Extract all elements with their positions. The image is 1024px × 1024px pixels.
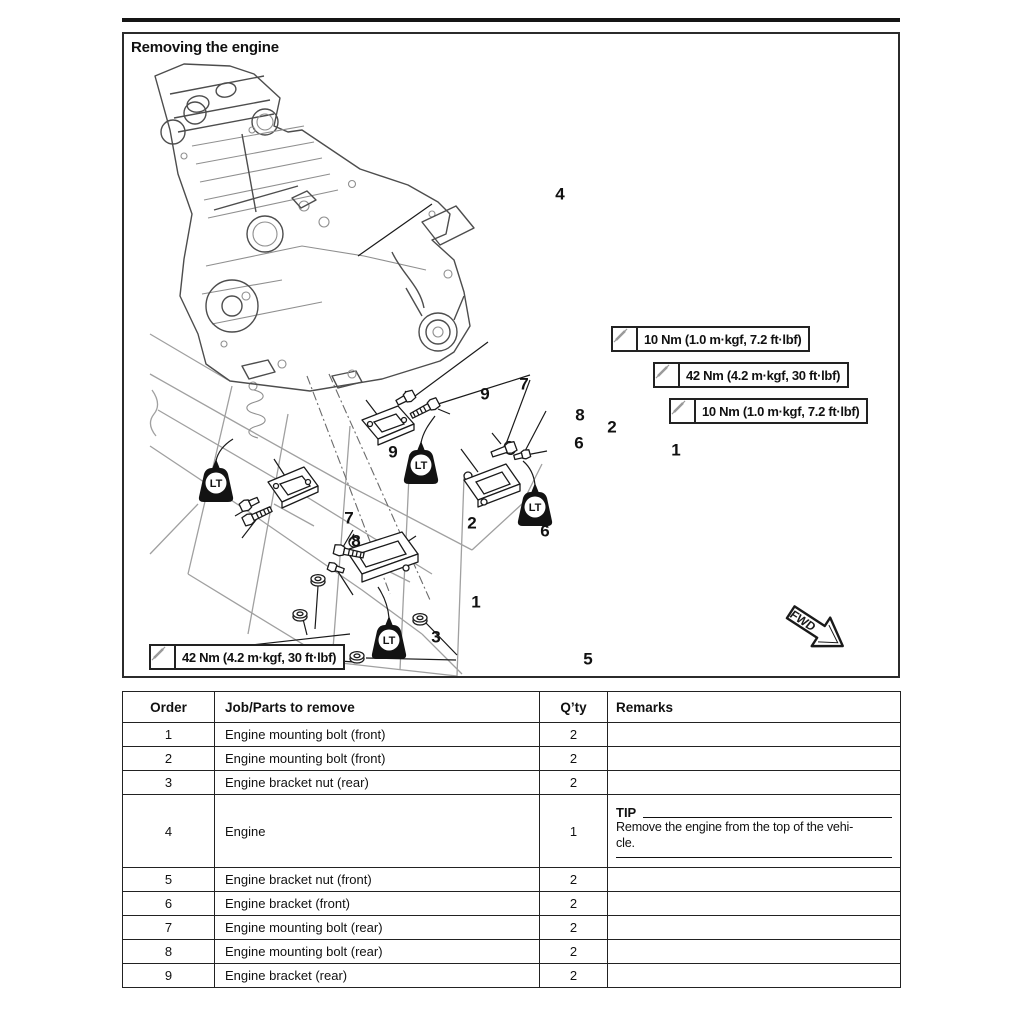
lt-symbol-left (199, 459, 233, 502)
lt-label: LT (209, 478, 223, 490)
table-row (123, 916, 901, 940)
callout-3: 3 (431, 627, 441, 647)
callout-7-top: 7 (519, 374, 529, 394)
cell-remarks (608, 723, 901, 747)
callout-5: 5 (583, 649, 593, 669)
figure-title: Removing the engine (131, 39, 279, 56)
table-row (123, 723, 901, 747)
cell-order: 7 (123, 916, 215, 940)
table-header-row (123, 692, 901, 723)
cell-qty: 2 (540, 747, 608, 771)
wrench-icon (151, 646, 176, 668)
cell-order: 8 (123, 940, 215, 964)
torque-label-3 (669, 398, 868, 424)
cell-job: Engine mounting bolt (front) (215, 723, 540, 747)
header-remarks: Remarks (608, 692, 901, 723)
callout-9-top: 9 (480, 384, 490, 404)
wrench-icon (613, 328, 638, 350)
bolt-2-front-right (490, 440, 518, 461)
bolt-8-rear-top (409, 397, 441, 421)
nut-rear-2 (293, 610, 307, 621)
torque-value: 10 Nm (1.0 m·kgf, 7.2 ft·lbf) (644, 331, 802, 347)
cell-job: Engine bracket nut (rear) (215, 771, 540, 795)
header-qty: Q’ty (540, 692, 608, 723)
bolt-7-rear-top (395, 389, 417, 408)
spring-coil (247, 382, 265, 438)
torque-label-1 (611, 326, 810, 352)
header-job: Job/Parts to remove (215, 692, 540, 723)
engine-diagram-svg (124, 34, 898, 676)
fwd-label: FWD (787, 607, 819, 634)
page-top-rule (122, 18, 900, 22)
tip-rule (643, 817, 892, 818)
bolt-1-front-mid (327, 562, 345, 576)
cell-qty: 2 (540, 771, 608, 795)
lt-symbol-bottom (372, 616, 406, 659)
table-row (123, 771, 901, 795)
wrench-icon (655, 364, 680, 386)
cell-order: 3 (123, 771, 215, 795)
lt-label: LT (414, 460, 428, 472)
cell-qty: 2 (540, 868, 608, 892)
table-row (123, 940, 901, 964)
cell-qty: 2 (540, 964, 608, 988)
callout-6-mid: 6 (540, 521, 550, 541)
callout-2-mid: 2 (467, 513, 477, 533)
cell-order: 9 (123, 964, 215, 988)
callout-8-top: 8 (575, 405, 585, 425)
cell-remarks (608, 964, 901, 988)
cell-remarks (608, 940, 901, 964)
fwd-arrow (781, 598, 852, 660)
tip-end-rule (616, 857, 892, 858)
cell-qty: 2 (540, 940, 608, 964)
cell-remarks (608, 771, 901, 795)
table-row (123, 747, 901, 771)
cell-remarks (608, 892, 901, 916)
callout-1-right: 1 (671, 440, 681, 460)
torque-label-4 (149, 644, 345, 670)
bracket-front-right (464, 464, 520, 507)
cell-remarks-tip (608, 795, 901, 868)
table-row (123, 892, 901, 916)
cell-order: 6 (123, 892, 215, 916)
table-row (123, 964, 901, 988)
cell-job: Engine mounting bolt (rear) (215, 916, 540, 940)
callout-1-mid: 1 (471, 592, 481, 612)
cell-job: Engine mounting bolt (front) (215, 747, 540, 771)
nut-front (413, 614, 427, 625)
tip-text-line2: cle. (616, 836, 635, 851)
cell-job: Engine (215, 795, 540, 868)
engine-line-art (155, 64, 474, 391)
torque-value: 42 Nm (4.2 m·kgf, 30 ft·lbf) (182, 649, 337, 665)
table-row (123, 868, 901, 892)
callout-8-left: 8 (351, 531, 361, 551)
header-order: Order (123, 692, 215, 723)
bracket-rear-top (362, 406, 414, 445)
callout-6-right: 6 (574, 433, 584, 453)
wrench-icon (671, 400, 696, 422)
callout-9-left: 9 (388, 442, 398, 462)
cell-order: 2 (123, 747, 215, 771)
torque-value: 10 Nm (1.0 m·kgf, 7.2 ft·lbf) (702, 403, 860, 419)
cell-order: 5 (123, 868, 215, 892)
tip-label: TIP (616, 805, 637, 821)
cell-remarks (608, 916, 901, 940)
nut-rear (311, 575, 325, 586)
tip-note (616, 802, 900, 860)
bolt-7-rear-left (239, 495, 261, 513)
cell-order: 4 (123, 795, 215, 868)
callout-4: 4 (555, 184, 565, 204)
cell-remarks (608, 868, 901, 892)
cell-qty: 2 (540, 916, 608, 940)
torque-value: 42 Nm (4.2 m·kgf, 30 ft·lbf) (686, 367, 841, 383)
cell-order: 1 (123, 723, 215, 747)
callout-7-left: 7 (344, 508, 354, 528)
cell-qty: 1 (540, 795, 608, 868)
figure-panel (122, 32, 900, 678)
lt-symbol-top-mid (404, 441, 438, 484)
lt-leader-curls (216, 416, 535, 618)
parts-table (122, 691, 901, 988)
cell-job: Engine bracket nut (front) (215, 868, 540, 892)
cell-job: Engine bracket (front) (215, 892, 540, 916)
bracket-rear-left (268, 467, 318, 508)
tip-text-line1: Remove the engine from the top of the vehi- (616, 820, 854, 835)
cell-qty: 2 (540, 723, 608, 747)
cell-job: Engine bracket (rear) (215, 964, 540, 988)
lt-label: LT (382, 635, 396, 647)
table-row-engine (123, 795, 901, 868)
cell-qty: 2 (540, 892, 608, 916)
nut-front-2 (350, 652, 364, 663)
lt-symbol-right (518, 483, 552, 526)
torque-label-2 (653, 362, 849, 388)
callout-2-right: 2 (607, 417, 617, 437)
lt-label: LT (528, 502, 542, 514)
cell-job: Engine mounting bolt (rear) (215, 940, 540, 964)
cell-remarks (608, 747, 901, 771)
